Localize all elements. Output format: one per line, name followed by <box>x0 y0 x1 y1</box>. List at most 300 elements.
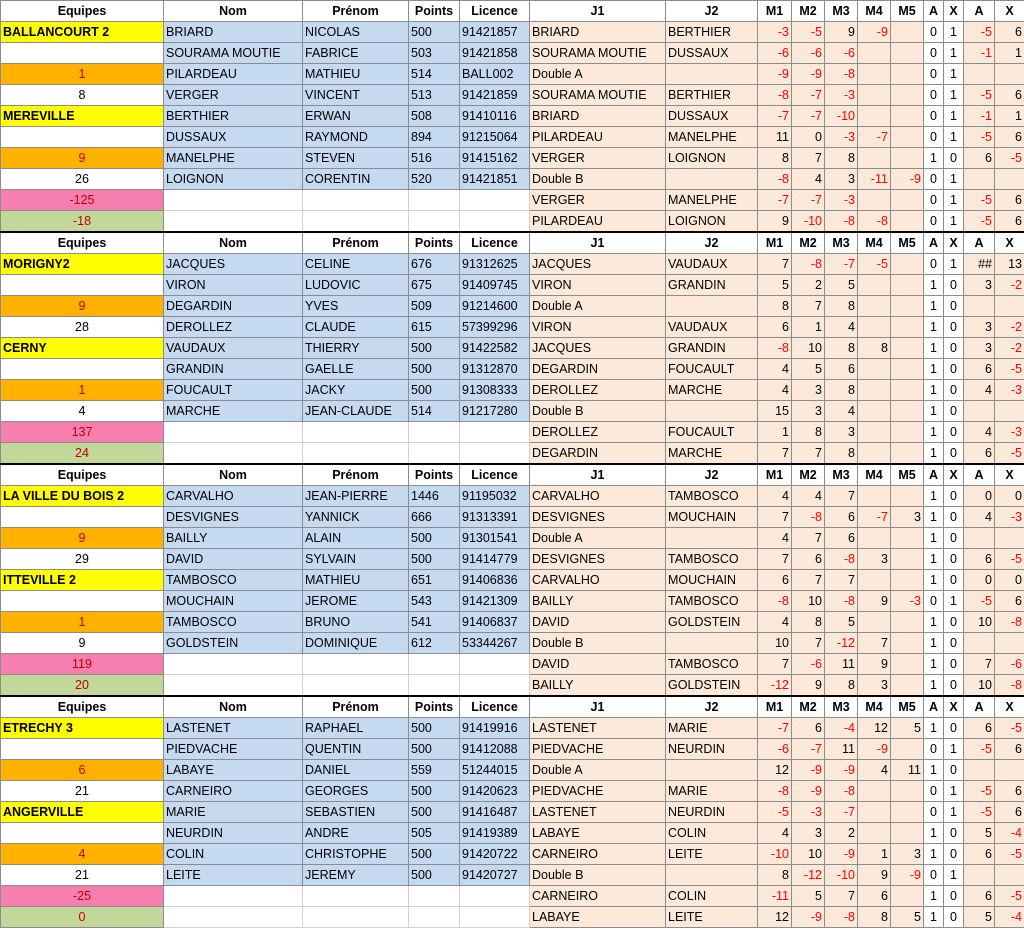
total-a-cell[interactable]: 6 <box>964 148 995 169</box>
result-a-cell[interactable]: 0 <box>924 190 944 211</box>
player-nom-cell[interactable]: LEITE <box>164 865 303 886</box>
total-a-cell[interactable]: 6 <box>964 886 995 907</box>
player-licence-cell[interactable]: 91421851 <box>460 169 530 190</box>
set-score-m2-cell[interactable]: 8 <box>792 422 825 443</box>
set-score-m3-cell[interactable]: 9 <box>825 22 858 43</box>
player-nom-cell[interactable] <box>164 422 303 443</box>
player-nom-cell[interactable]: LABAYE <box>164 760 303 781</box>
header-prenom[interactable]: Prénom <box>303 232 409 254</box>
match-j2-cell[interactable] <box>666 760 758 781</box>
total-x-cell[interactable]: 6 <box>995 591 1024 612</box>
player-points-cell[interactable]: 500 <box>409 338 460 359</box>
player-points-cell[interactable]: 894 <box>409 127 460 148</box>
header-m4[interactable]: M4 <box>858 696 891 718</box>
result-a-cell[interactable]: 1 <box>924 296 944 317</box>
player-licence-cell[interactable]: 91217280 <box>460 401 530 422</box>
result-a-cell[interactable]: 0 <box>924 865 944 886</box>
header-equipes[interactable]: Equipes <box>1 1 164 22</box>
result-a-cell[interactable]: 1 <box>924 633 944 654</box>
set-score-m5-cell[interactable] <box>891 148 924 169</box>
total-a-cell[interactable] <box>964 760 995 781</box>
player-licence-cell[interactable]: 91410116 <box>460 106 530 127</box>
total-a-cell[interactable]: 5 <box>964 823 995 844</box>
player-points-cell[interactable]: 612 <box>409 633 460 654</box>
set-score-m5-cell[interactable] <box>891 823 924 844</box>
total-x-cell[interactable]: -5 <box>995 844 1024 865</box>
player-points-cell[interactable]: 675 <box>409 275 460 296</box>
set-score-m3-cell[interactable]: -3 <box>825 85 858 106</box>
player-points-cell[interactable]: 559 <box>409 760 460 781</box>
total-x-cell[interactable]: -5 <box>995 886 1024 907</box>
player-prenom-cell[interactable]: CHRISTOPHE <box>303 844 409 865</box>
set-score-m5-cell[interactable]: -9 <box>891 169 924 190</box>
set-score-m1-cell[interactable]: 8 <box>758 148 792 169</box>
set-score-m1-cell[interactable]: -11 <box>758 886 792 907</box>
player-nom-cell[interactable]: MARIE <box>164 802 303 823</box>
player-points-cell[interactable]: 513 <box>409 85 460 106</box>
player-points-cell[interactable] <box>409 907 460 928</box>
set-score-m4-cell[interactable]: 8 <box>858 338 891 359</box>
player-prenom-cell[interactable]: JACKY <box>303 380 409 401</box>
set-score-m5-cell[interactable] <box>891 85 924 106</box>
match-j1-cell[interactable]: BRIARD <box>530 22 666 43</box>
header-points[interactable]: Points <box>409 464 460 486</box>
player-prenom-cell[interactable]: SEBASTIEN <box>303 802 409 823</box>
set-score-m1-cell[interactable]: -7 <box>758 190 792 211</box>
set-score-m3-cell[interactable]: 8 <box>825 675 858 697</box>
match-j2-cell[interactable]: VAUDAUX <box>666 317 758 338</box>
result-x-cell[interactable]: 0 <box>944 886 964 907</box>
set-score-m2-cell[interactable]: 7 <box>792 570 825 591</box>
player-licence-cell[interactable]: 91420623 <box>460 781 530 802</box>
set-score-m2-cell[interactable]: 3 <box>792 401 825 422</box>
total-a-cell[interactable]: 0 <box>964 486 995 507</box>
set-score-m4-cell[interactable] <box>858 570 891 591</box>
total-a-cell[interactable]: 7 <box>964 654 995 675</box>
team-score-cell[interactable]: 4 <box>1 844 164 865</box>
set-score-m2-cell[interactable]: 7 <box>792 443 825 465</box>
header-m5[interactable]: M5 <box>891 464 924 486</box>
total-a-cell[interactable]: -5 <box>964 127 995 148</box>
result-a-cell[interactable]: 1 <box>924 823 944 844</box>
result-x-cell[interactable]: 0 <box>944 844 964 865</box>
match-j1-cell[interactable]: Double B <box>530 169 666 190</box>
match-j2-cell[interactable]: TAMBOSCO <box>666 549 758 570</box>
team-score-cell[interactable]: 9 <box>1 148 164 169</box>
set-score-m2-cell[interactable]: 7 <box>792 528 825 549</box>
header-m4[interactable]: M4 <box>858 464 891 486</box>
result-x-cell[interactable]: 0 <box>944 317 964 338</box>
total-a-cell[interactable]: -5 <box>964 190 995 211</box>
set-score-m2-cell[interactable]: -7 <box>792 190 825 211</box>
result-a-cell[interactable]: 1 <box>924 549 944 570</box>
set-score-m5-cell[interactable] <box>891 296 924 317</box>
set-score-m5-cell[interactable]: -9 <box>891 865 924 886</box>
total-x-cell[interactable]: -5 <box>995 148 1024 169</box>
set-score-m3-cell[interactable]: -7 <box>825 802 858 823</box>
match-j2-cell[interactable]: FOUCAULT <box>666 422 758 443</box>
header-j1[interactable]: J1 <box>530 232 666 254</box>
header-m1[interactable]: M1 <box>758 696 792 718</box>
set-score-m4-cell[interactable] <box>858 148 891 169</box>
set-score-m1-cell[interactable]: -6 <box>758 43 792 64</box>
result-x-cell[interactable]: 0 <box>944 907 964 928</box>
result-x-cell[interactable]: 0 <box>944 718 964 739</box>
player-points-cell[interactable]: 676 <box>409 254 460 275</box>
header-a2[interactable]: A <box>964 696 995 718</box>
player-points-cell[interactable]: 514 <box>409 64 460 85</box>
match-j2-cell[interactable]: MANELPHE <box>666 127 758 148</box>
result-x-cell[interactable]: 0 <box>944 507 964 528</box>
set-score-m5-cell[interactable] <box>891 338 924 359</box>
match-j2-cell[interactable]: COLIN <box>666 823 758 844</box>
set-score-m2-cell[interactable]: 3 <box>792 823 825 844</box>
match-j2-cell[interactable] <box>666 169 758 190</box>
player-points-cell[interactable] <box>409 675 460 697</box>
result-a-cell[interactable]: 0 <box>924 106 944 127</box>
result-x-cell[interactable]: 0 <box>944 275 964 296</box>
set-score-m4-cell[interactable]: 8 <box>858 907 891 928</box>
header-m5[interactable]: M5 <box>891 696 924 718</box>
result-x-cell[interactable]: 0 <box>944 823 964 844</box>
set-score-m1-cell[interactable]: 4 <box>758 380 792 401</box>
set-score-m5-cell[interactable]: 11 <box>891 760 924 781</box>
player-prenom-cell[interactable]: QUENTIN <box>303 739 409 760</box>
result-x-cell[interactable]: 0 <box>944 570 964 591</box>
result-x-cell[interactable]: 1 <box>944 85 964 106</box>
set-score-m3-cell[interactable]: 7 <box>825 486 858 507</box>
set-score-m5-cell[interactable]: 5 <box>891 718 924 739</box>
total-x-cell[interactable]: -5 <box>995 549 1024 570</box>
match-j1-cell[interactable]: DEROLLEZ <box>530 380 666 401</box>
match-j1-cell[interactable]: PILARDEAU <box>530 127 666 148</box>
set-score-m4-cell[interactable] <box>858 106 891 127</box>
team-name-cell[interactable]: MEREVILLE <box>1 106 164 127</box>
set-score-m4-cell[interactable]: 3 <box>858 675 891 697</box>
match-j2-cell[interactable]: MOUCHAIN <box>666 570 758 591</box>
set-score-m4-cell[interactable] <box>858 317 891 338</box>
player-nom-cell[interactable]: CARNEIRO <box>164 781 303 802</box>
result-x-cell[interactable]: 1 <box>944 781 964 802</box>
result-x-cell[interactable]: 0 <box>944 549 964 570</box>
equipes-cell[interactable]: 21 <box>1 781 164 802</box>
set-score-m2-cell[interactable]: -9 <box>792 64 825 85</box>
set-score-m1-cell[interactable]: 6 <box>758 570 792 591</box>
total-x-cell[interactable] <box>995 169 1024 190</box>
result-a-cell[interactable]: 0 <box>924 169 944 190</box>
player-licence-cell[interactable]: 91419916 <box>460 718 530 739</box>
match-j1-cell[interactable]: Double A <box>530 528 666 549</box>
result-x-cell[interactable]: 0 <box>944 612 964 633</box>
result-x-cell[interactable]: 1 <box>944 190 964 211</box>
set-score-m1-cell[interactable]: 7 <box>758 549 792 570</box>
player-nom-cell[interactable]: LOIGNON <box>164 169 303 190</box>
match-j2-cell[interactable] <box>666 64 758 85</box>
team-name-cell[interactable]: ITTEVILLE 2 <box>1 570 164 591</box>
set-score-m3-cell[interactable]: 8 <box>825 443 858 465</box>
set-score-m2-cell[interactable]: -9 <box>792 760 825 781</box>
player-nom-cell[interactable]: PIEDVACHE <box>164 739 303 760</box>
player-points-cell[interactable]: 1446 <box>409 486 460 507</box>
set-score-m4-cell[interactable] <box>858 190 891 211</box>
match-j1-cell[interactable]: Double A <box>530 296 666 317</box>
match-j2-cell[interactable]: TAMBOSCO <box>666 591 758 612</box>
set-score-m4-cell[interactable] <box>858 43 891 64</box>
player-prenom-cell[interactable] <box>303 443 409 465</box>
match-j1-cell[interactable]: VERGER <box>530 148 666 169</box>
set-score-m2-cell[interactable]: -5 <box>792 22 825 43</box>
match-j1-cell[interactable]: JACQUES <box>530 254 666 275</box>
total-a-cell[interactable] <box>964 633 995 654</box>
match-j2-cell[interactable]: GOLDSTEIN <box>666 612 758 633</box>
total-x-cell[interactable]: 6 <box>995 739 1024 760</box>
match-j2-cell[interactable]: LEITE <box>666 844 758 865</box>
total-a-cell[interactable]: 10 <box>964 612 995 633</box>
header-prenom[interactable]: Prénom <box>303 696 409 718</box>
player-licence-cell[interactable]: 91421309 <box>460 591 530 612</box>
player-prenom-cell[interactable]: LUDOVIC <box>303 275 409 296</box>
player-licence-cell[interactable]: 91313391 <box>460 507 530 528</box>
set-score-m2-cell[interactable]: -7 <box>792 106 825 127</box>
set-score-m3-cell[interactable]: 2 <box>825 823 858 844</box>
total-x-cell[interactable]: 1 <box>995 106 1024 127</box>
set-score-m2-cell[interactable]: 7 <box>792 148 825 169</box>
set-score-m5-cell[interactable]: 3 <box>891 507 924 528</box>
set-score-m5-cell[interactable]: 3 <box>891 844 924 865</box>
player-licence-cell[interactable] <box>460 654 530 675</box>
header-x[interactable]: X <box>944 1 964 22</box>
player-licence-cell[interactable]: 91412088 <box>460 739 530 760</box>
team-score-cell[interactable]: 1 <box>1 612 164 633</box>
set-score-m4-cell[interactable]: -8 <box>858 211 891 233</box>
result-a-cell[interactable]: 0 <box>924 254 944 275</box>
total-a-cell[interactable] <box>964 865 995 886</box>
player-prenom-cell[interactable]: MATHIEU <box>303 64 409 85</box>
player-nom-cell[interactable]: DEGARDIN <box>164 296 303 317</box>
set-score-m5-cell[interactable] <box>891 654 924 675</box>
set-score-m5-cell[interactable] <box>891 739 924 760</box>
player-prenom-cell[interactable]: FABRICE <box>303 43 409 64</box>
player-points-cell[interactable]: 500 <box>409 22 460 43</box>
set-score-m4-cell[interactable]: 9 <box>858 654 891 675</box>
player-prenom-cell[interactable]: CELINE <box>303 254 409 275</box>
header-m2[interactable]: M2 <box>792 464 825 486</box>
set-score-m3-cell[interactable]: -4 <box>825 718 858 739</box>
header-j1[interactable]: J1 <box>530 464 666 486</box>
match-j2-cell[interactable]: MARCHE <box>666 380 758 401</box>
player-licence-cell[interactable]: 57399296 <box>460 317 530 338</box>
result-x-cell[interactable]: 0 <box>944 486 964 507</box>
match-j2-cell[interactable] <box>666 528 758 549</box>
set-score-m3-cell[interactable]: 7 <box>825 570 858 591</box>
player-nom-cell[interactable]: MANELPHE <box>164 148 303 169</box>
total-a-cell[interactable]: 3 <box>964 317 995 338</box>
set-score-m5-cell[interactable] <box>891 127 924 148</box>
set-score-m5-cell[interactable] <box>891 275 924 296</box>
match-j1-cell[interactable]: PILARDEAU <box>530 211 666 233</box>
set-score-m4-cell[interactable] <box>858 802 891 823</box>
set-score-m5-cell[interactable] <box>891 211 924 233</box>
header-a[interactable]: A <box>924 1 944 22</box>
match-j2-cell[interactable]: TAMBOSCO <box>666 486 758 507</box>
set-score-m5-cell[interactable] <box>891 190 924 211</box>
player-nom-cell[interactable] <box>164 675 303 697</box>
equipes-cell[interactable]: 8 <box>1 85 164 106</box>
result-a-cell[interactable]: 0 <box>924 64 944 85</box>
set-score-m1-cell[interactable]: 11 <box>758 127 792 148</box>
player-points-cell[interactable]: 516 <box>409 148 460 169</box>
header-m1[interactable]: M1 <box>758 232 792 254</box>
result-a-cell[interactable]: 1 <box>924 148 944 169</box>
match-j1-cell[interactable]: CARVALHO <box>530 570 666 591</box>
result-x-cell[interactable]: 1 <box>944 169 964 190</box>
set-score-m1-cell[interactable]: 15 <box>758 401 792 422</box>
total-x-cell[interactable]: 6 <box>995 190 1024 211</box>
total-x-cell[interactable]: -3 <box>995 507 1024 528</box>
player-prenom-cell[interactable]: MATHIEU <box>303 570 409 591</box>
match-j1-cell[interactable]: SOURAMA MOUTIE <box>530 85 666 106</box>
set-score-m5-cell[interactable] <box>891 359 924 380</box>
set-score-m4-cell[interactable] <box>858 422 891 443</box>
set-score-m1-cell[interactable]: 12 <box>758 760 792 781</box>
set-score-m4-cell[interactable] <box>858 823 891 844</box>
player-nom-cell[interactable]: MARCHE <box>164 401 303 422</box>
set-score-m4-cell[interactable]: 9 <box>858 865 891 886</box>
player-prenom-cell[interactable] <box>303 675 409 697</box>
equipes-cell[interactable] <box>1 591 164 612</box>
player-licence-cell[interactable]: 53344267 <box>460 633 530 654</box>
total-a-cell[interactable]: -5 <box>964 802 995 823</box>
set-score-m1-cell[interactable]: 7 <box>758 443 792 465</box>
player-nom-cell[interactable]: SOURAMA MOUTIE <box>164 43 303 64</box>
set-diff-cell[interactable]: 20 <box>1 675 164 697</box>
set-score-m2-cell[interactable]: -6 <box>792 654 825 675</box>
set-score-m3-cell[interactable]: 7 <box>825 886 858 907</box>
set-score-m1-cell[interactable]: -8 <box>758 591 792 612</box>
player-licence-cell[interactable]: 91195032 <box>460 486 530 507</box>
match-j2-cell[interactable]: GRANDIN <box>666 275 758 296</box>
result-a-cell[interactable]: 1 <box>924 338 944 359</box>
set-score-m2-cell[interactable]: -10 <box>792 211 825 233</box>
header-a2[interactable]: A <box>964 1 995 22</box>
header-points[interactable]: Points <box>409 696 460 718</box>
player-prenom-cell[interactable]: GEORGES <box>303 781 409 802</box>
header-equipes[interactable]: Equipes <box>1 696 164 718</box>
set-score-m3-cell[interactable]: 3 <box>825 169 858 190</box>
player-prenom-cell[interactable]: YVES <box>303 296 409 317</box>
set-score-m3-cell[interactable]: -6 <box>825 43 858 64</box>
player-prenom-cell[interactable] <box>303 907 409 928</box>
player-licence-cell[interactable]: 91416487 <box>460 802 530 823</box>
match-j1-cell[interactable]: PIEDVACHE <box>530 739 666 760</box>
total-a-cell[interactable]: 3 <box>964 275 995 296</box>
player-prenom-cell[interactable]: THIERRY <box>303 338 409 359</box>
equipes-cell[interactable] <box>1 507 164 528</box>
match-j2-cell[interactable]: DUSSAUX <box>666 43 758 64</box>
match-j1-cell[interactable]: CARVALHO <box>530 486 666 507</box>
result-x-cell[interactable]: 0 <box>944 359 964 380</box>
header-licence[interactable]: Licence <box>460 464 530 486</box>
total-a-cell[interactable]: 6 <box>964 549 995 570</box>
total-x-cell[interactable] <box>995 528 1024 549</box>
set-score-m5-cell[interactable] <box>891 675 924 697</box>
match-j2-cell[interactable] <box>666 401 758 422</box>
set-score-m1-cell[interactable]: 4 <box>758 612 792 633</box>
set-score-m2-cell[interactable]: 4 <box>792 486 825 507</box>
set-score-m5-cell[interactable] <box>891 486 924 507</box>
total-x-cell[interactable] <box>995 865 1024 886</box>
player-licence-cell[interactable]: 91421857 <box>460 22 530 43</box>
player-points-cell[interactable]: 514 <box>409 401 460 422</box>
set-score-m3-cell[interactable]: 8 <box>825 338 858 359</box>
set-score-m4-cell[interactable]: 7 <box>858 633 891 654</box>
result-a-cell[interactable]: 1 <box>924 443 944 465</box>
player-points-cell[interactable]: 651 <box>409 570 460 591</box>
team-name-cell[interactable]: ETRECHY 3 <box>1 718 164 739</box>
total-a-cell[interactable]: 5 <box>964 907 995 928</box>
player-nom-cell[interactable]: DUSSAUX <box>164 127 303 148</box>
set-score-m2-cell[interactable]: 0 <box>792 127 825 148</box>
set-score-m2-cell[interactable]: 2 <box>792 275 825 296</box>
set-diff-cell[interactable]: 24 <box>1 443 164 465</box>
header-points[interactable]: Points <box>409 1 460 22</box>
player-licence-cell[interactable]: 91215064 <box>460 127 530 148</box>
total-x-cell[interactable]: 6 <box>995 781 1024 802</box>
player-licence-cell[interactable]: 91406837 <box>460 612 530 633</box>
set-score-m3-cell[interactable]: -9 <box>825 844 858 865</box>
player-points-cell[interactable]: 500 <box>409 781 460 802</box>
player-nom-cell[interactable]: DEROLLEZ <box>164 317 303 338</box>
player-licence-cell[interactable]: 91420722 <box>460 844 530 865</box>
player-prenom-cell[interactable]: ANDRE <box>303 823 409 844</box>
team-name-cell[interactable]: CERNY <box>1 338 164 359</box>
total-x-cell[interactable]: -5 <box>995 718 1024 739</box>
player-prenom-cell[interactable]: NICOLAS <box>303 22 409 43</box>
player-points-cell[interactable]: 500 <box>409 844 460 865</box>
player-nom-cell[interactable] <box>164 211 303 233</box>
set-score-m3-cell[interactable]: -10 <box>825 106 858 127</box>
header-points[interactable]: Points <box>409 232 460 254</box>
match-j1-cell[interactable]: DESVIGNES <box>530 507 666 528</box>
player-nom-cell[interactable]: NEURDIN <box>164 823 303 844</box>
result-a-cell[interactable]: 0 <box>924 211 944 233</box>
header-x[interactable]: X <box>944 696 964 718</box>
set-score-m4-cell[interactable] <box>858 486 891 507</box>
set-score-m1-cell[interactable]: 8 <box>758 865 792 886</box>
set-score-m4-cell[interactable]: 3 <box>858 549 891 570</box>
result-a-cell[interactable]: 1 <box>924 844 944 865</box>
set-score-m3-cell[interactable]: 6 <box>825 507 858 528</box>
player-licence-cell[interactable]: 91312625 <box>460 254 530 275</box>
set-score-m2-cell[interactable]: -7 <box>792 85 825 106</box>
header-j1[interactable]: J1 <box>530 1 666 22</box>
player-licence-cell[interactable]: 91406836 <box>460 570 530 591</box>
player-licence-cell[interactable] <box>460 907 530 928</box>
header-x2[interactable]: X <box>995 696 1024 718</box>
player-prenom-cell[interactable]: ALAIN <box>303 528 409 549</box>
match-j2-cell[interactable]: MANELPHE <box>666 190 758 211</box>
total-x-cell[interactable]: 6 <box>995 85 1024 106</box>
team-name-cell[interactable]: ANGERVILLE <box>1 802 164 823</box>
player-nom-cell[interactable]: PILARDEAU <box>164 64 303 85</box>
set-score-m3-cell[interactable]: -3 <box>825 127 858 148</box>
header-nom[interactable]: Nom <box>164 464 303 486</box>
total-a-cell[interactable] <box>964 64 995 85</box>
set-score-m2-cell[interactable]: 6 <box>792 549 825 570</box>
result-a-cell[interactable]: 1 <box>924 886 944 907</box>
set-score-m3-cell[interactable]: 4 <box>825 401 858 422</box>
match-j2-cell[interactable]: MARIE <box>666 718 758 739</box>
